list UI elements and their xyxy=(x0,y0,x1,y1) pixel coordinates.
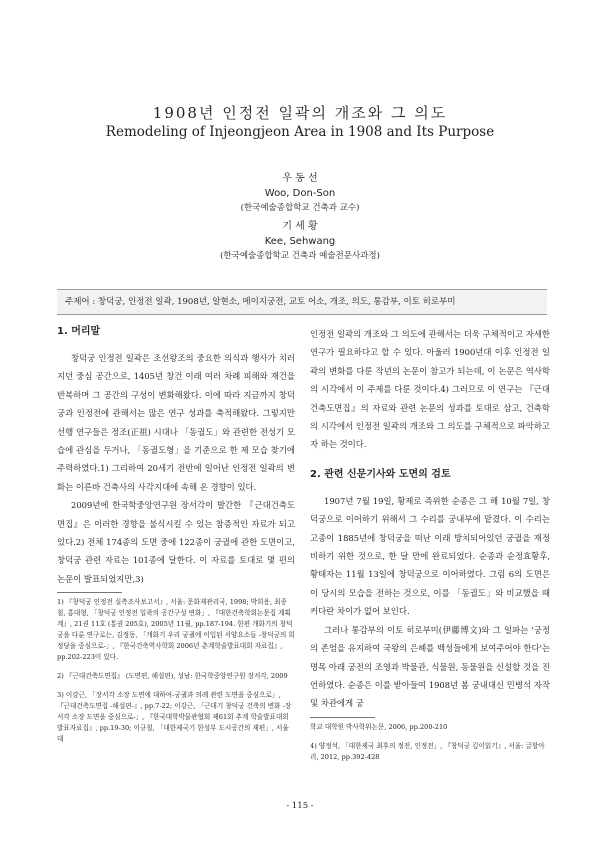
author-1-affiliation: (한국예술종합학교 건축과 교수) xyxy=(240,203,360,213)
paper-title-korean: 1908년 인정전 일곽의 개조와 그 의도 xyxy=(152,104,448,122)
author-1 xyxy=(0,171,600,216)
right-column xyxy=(310,325,550,771)
paragraph: 1907년 7월 19일, 황제로 즉위한 순종은 그 해 10월 7일, 창덕궁으로 이어하기 위해서 그 수리를 궁내부에 맡겼다. 이 수리는 고종이 1885년에 창덕궁을 떠난 이래 방치되어있던 궁궐을 재정비하기 위한 것으로, 한 달 만에 완료되었다. 순종과 순정효황후, 황태자는 11월 13일에 창덕궁으로 이어하였다. 그림 6의 도면은 이 당시의 모습을 전하는 것으로, 이를 「동궐도」와 비교했을 때 커다란 차이가 없어 보인다. xyxy=(310,495,550,617)
paragraph: 창덕궁 인정전 일곽은 조선왕조의 중요한 의식과 행사가 치러지던 중심 공간으로, 1405년 창건 이래 여러 차례 피해와 재건을 반복하며 그 공간의 구성이 변화해왔다. 이에 따라 지금까지 창덕궁과 인정전에 관해서는 많은 연구 성과를 축적해왔다. 그렇지만 선행 연구들은 정조(正祖) 시대나 「동궐도」와 관련한 전성기 모습에 관심을 두거나, 「동궐도형」을 기준으로 한 제 모습 찾기에 주력하였다.1) 그리하여 20세기 전반에 일어난 인정전 일곽의 변화는 이른바 건축사의 사각지대에 속해 온 경향이 있다. xyxy=(57,353,295,492)
author-2-name-ko: 기 세 황 xyxy=(282,221,318,232)
footnote-1: 1) 『창덕궁 인정전 실측조사보고서』, 서울: 문화재관리국, 1998; 박희용, 최종철, 홍대형, 「창덕궁 인정전 일곽의 공간구성 변화」, 『대한건축학회논문집 계획계』, 21권 11호 (통권 205호), 2005년 11월, pp.187-194. 한편 개화기의 창덕궁을 다룬 연구로는, 김정동, 「개화기 우리 궁궐에 이입된 서양요소들 -창덕궁의 희정당을 중심으로-」, 『한국건축역사학회 2006년 춘계학술발표대회 자료집』, pp.202-223이 있다. xyxy=(57,598,295,662)
author-2-name-en: Kee, Sehwang xyxy=(264,236,336,247)
author-2-affiliation: (한국예술종합학교 건축과 예술전문사과정) xyxy=(220,251,380,261)
footnote-3: 3) 이강근, 「장서각 소장 도면에 대하여-궁궐과 의례 관련 도면을 중심으로」, 『근대건축도면집 -해설편-』, pp.7-22; 이강근, 「근대기 창덕궁 건축의 변화 -장서각 소장 도면을 중심으로-」, 『한국대학박물관협회 제61회 추계 학술발표대회 발표자료집』, pp.19-30; 이규철, 「대한제국기 한성부 도시공간의 재편」, 서울대 xyxy=(57,691,292,744)
section-heading-news-and-drawings: 2. 관련 신문기사와 도면의 검토 xyxy=(310,468,451,480)
footnote-4: 4) 양정석, 「대한제국 최후의 정전, 인정전」, 『창덕궁 깊이읽기』, 서울: 글항아리, 2012, pp.392-428 xyxy=(310,741,545,761)
keywords-box: 주제어 : 창덕궁, 인정전 일곽, 1908년, 알현소, 메이지궁전, 교토 어소, 개조, 의도, 통감부, 이토 히로부미 xyxy=(57,289,547,315)
author-1-name-en: Woo, Don-Son xyxy=(264,188,336,199)
paragraph: 인정전 일곽의 개조와 그 의도에 관해서는 더욱 구체적이고 자세한 연구가 필요하다고 할 수 있다. 아울러 1900년대 이후 인정전 일곽의 변화를 다룬 작년의 논문이 참고가 되는데, 이 논문은 역사학의 시각에서 이 주제를 다룬 것이다.4) 그러므로 이 연구는 『근대건축도면집』의 자료와 관련 논문의 성과를 토대로 삼고, 건축학의 시각에서 인정전 일곽의 개조와 그 의도를 구체적으로 파악하고자 하는 것이다. xyxy=(310,329,550,450)
left-column xyxy=(57,325,295,753)
paragraph: 그러나 통감부의 이토 히로부미(伊藤博文)와 그 일파는 '궁정의 존엄을 유지하여 국왕의 은혜를 백성들에게 보여주어야 한다'는 명목 아래 궁전의 조영과 박물관, 식물원, 동물원을 신설할 것을 진언하였다. 순종은 이를 받아들여 1908년 봄 궁내대신 민병석 자작 및 차관에게 궁 xyxy=(310,624,550,709)
section-heading-introduction: 1. 머리말 xyxy=(57,326,101,337)
author-2 xyxy=(0,219,600,264)
footnote-2: 2) 『근대건축도면집』 (도면편, 해설편), 성남: 한국학중앙연구원 장서각, 2009 xyxy=(57,672,288,681)
paper-title-english: Remodeling of Injeongjeon Area in 1908 and Its Purpose xyxy=(105,124,495,140)
footnote-3-continued: 학교 대학원 박사학위논문, 2006, pp.200-210 xyxy=(310,722,448,731)
page-number: - 115 - xyxy=(286,801,314,811)
paragraph: 2009년에 한국학중앙연구원 장서각이 발간한 『근대건축도면집』은 이러한 경향을 불식시킬 수 있는 참증적인 자료가 되고 있다.2) 전체 174종의 도면 중에 122종이 궁궐에 관한 도면이고, 창덕궁 관련 자료는 101종에 달한다. 이 자료를 토대로 몇 편의 논문이 발표되었지만,3) xyxy=(57,500,295,584)
author-1-name-ko: 우 동 선 xyxy=(282,173,318,184)
footnote-separator xyxy=(57,592,122,593)
footnote-separator xyxy=(310,717,375,718)
